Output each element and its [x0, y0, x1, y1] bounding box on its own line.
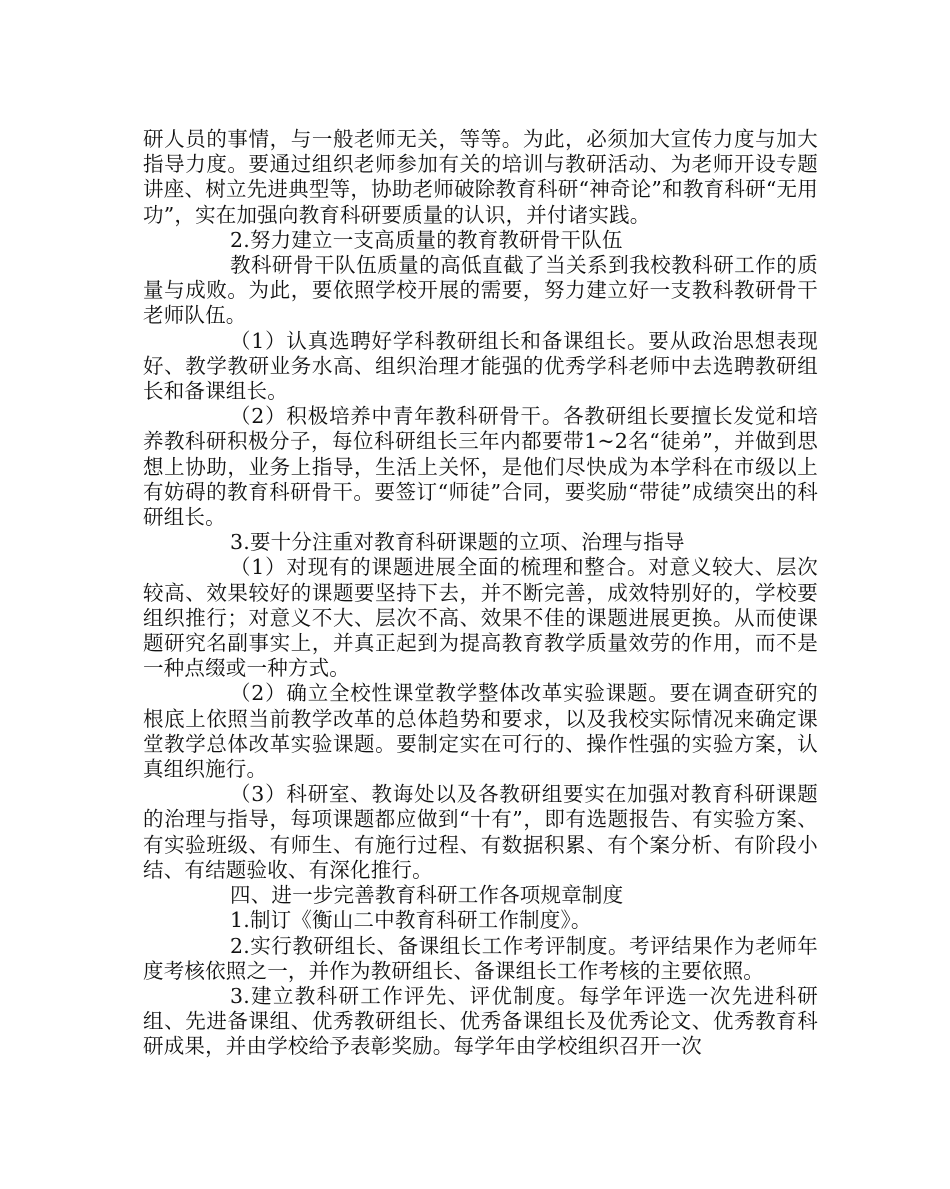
- item-award-system: 3.建立教科研工作评先、评优制度。每学年评选一次先进科研组、先进备课组、优秀教研组长、优秀备课组长及优秀论文、优秀教育科研成果，并由学校给予表彰奖励。每学年由学校组织召开一次: [143, 983, 818, 1059]
- item-ten-requirements: （3）科研室、教诲处以及各教研组要实在加强对教育科研课题的治理与指导，每项课题都应做到“十有”，即有选题报告、有实验方案、有实验班级、有师生、有施行过程、有数据积累、有个案分析、有阶段小结、有结题验收、有深化推行。: [143, 782, 818, 882]
- section-heading-four: 四、进一步完善教育科研工作各项规章制度: [230, 883, 624, 908]
- item-work-system: 1.制订《衡山二中教育科研工作制度》。: [230, 908, 592, 933]
- document-body: [143, 127, 818, 1060]
- paragraph-body-continuation: 研人员的事情，与一般老师无关，等等。为此，必须加大宣传力度与加大指导力度。要通过组织老师参加有关的培训与教研活动、为老师开设专题讲座、树立先进典型等，协助老师破除教育科研“神奇论”和教育科研“无用功”，实在加强向教育科研要质量的认识，并付诸实践。: [143, 127, 818, 227]
- section-heading-2: 2.努力建立一支高质量的教育教研骨干队伍: [230, 227, 623, 252]
- item-select-leaders: （1）认真选聘好学科教研组长和备课组长。要从政治思想表现好、教学教研业务水高、组织治理才能强的优秀学科老师中去选聘教研组长和备课组长。: [143, 328, 818, 404]
- item-evaluation-system: 2.实行教研组长、备课组长工作考评制度。考评结果作为老师年度考核依照之一，并作为教研组长、备课组长工作考核的主要依照。: [143, 933, 818, 983]
- item-train-young-staff: （2）积极培养中青年教科研骨干。各教研组长要擅长发觉和培养教科研积极分子，每位科研组长三年内都要带1~2名“徒弟”，并做到思想上协助，业务上指导，生活上关怀，是他们尽快成为本学科在市级以上有妨碍的教育科研骨干。要签订“师徒”合同，要奖励“带徒”成绩突出的科研组长。: [143, 404, 818, 530]
- item-reform-experiment: （2）确立全校性课堂教学整体改革实验课题。要在调查研究的根底上依照当前教学改革的总体趋势和要求，以及我校实际情况来确定课堂教学总体改革实验课题。要制定实在可行的、操作性强的实验方案，认真组织施行。: [143, 681, 818, 782]
- item-review-projects: （1）对现有的课题进展全面的梳理和整合。对意义较大、层次较高、效果较好的课题要坚持下去，并不断完善，成效特别好的，学校要组织推行；对意义不大、层次不高、效果不佳的课题进展更换。从而使课题研究名副事实上，并真正起到为提高教育教学质量效劳的作用，而不是一种点缀或一种方式。: [143, 555, 818, 681]
- section-heading-3: 3.要十分注重对教育科研课题的立项、治理与指导: [230, 530, 685, 555]
- paragraph-backbone-team: 教科研骨干队伍质量的高低直截了当关系到我校教科研工作的质量与成败。为此，要依照学校开展的需要，努力建立好一支教科教研骨干老师队伍。: [143, 253, 818, 328]
